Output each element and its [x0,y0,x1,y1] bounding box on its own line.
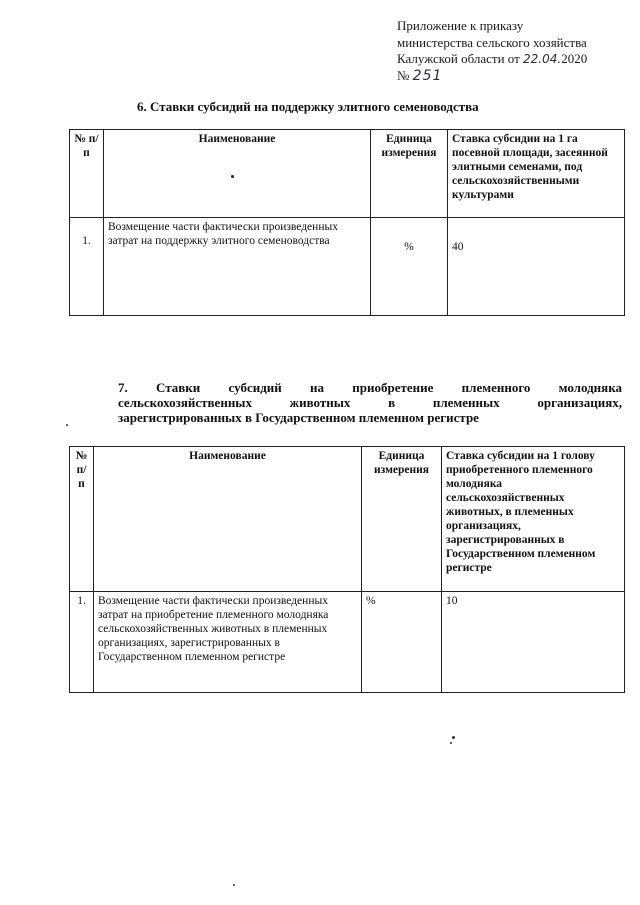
scan-speck [231,175,234,178]
header-unit: Единица измерения [362,447,442,592]
row-name: Возмещение части фактически произведенных затрат на поддержку элитного семеноводства [104,218,371,316]
appendix-year: 2020 [561,51,588,66]
section7-title [118,380,622,425]
row-name: Возмещение части фактически произведенных затрат на приобретение племенного молодняка сельскохозяйственных животных в племенных организациях, зарегистрированных в Государственном племенном регистре [94,592,362,693]
header-unit: Единица измерения [371,130,448,218]
table-row [70,218,625,316]
appendix-line-3 [397,51,622,68]
header-name: Наименование [94,447,362,592]
header-name [104,130,371,218]
header-num: № п/п [70,130,104,218]
table-row [70,592,625,693]
appendix-date-prefix: Калужской области от [397,51,524,66]
section6-title: 6. Ставки субсидий на поддержку элитного семеноводства [137,99,479,114]
appendix-line-4 [397,68,622,85]
row-unit: % [362,592,442,693]
header-name-label: Наименование [198,133,276,145]
handwritten-date: 22.04. [523,52,562,66]
appendix-num-prefix: № [397,67,413,83]
header-rate: Ставка субсидии на 1 голову приобретенного племенного молодняка сельскохозяйственных животных, в племенных организациях, зарегистрированных в Государственном племенном регистре [442,447,625,592]
section7-table [69,446,625,693]
header-rate: Ставка субсидии на 1 га посевной площади, засеянной элитными семенами, под сельскохозяйственными культурами [448,130,625,218]
row-unit: % [371,218,448,316]
scan-speck [450,742,452,744]
section6-table [69,129,625,316]
appendix-header [397,18,622,84]
table-header-row [70,130,625,218]
row-num: 1. [70,592,94,693]
row-rate: 40 [448,218,625,316]
appendix-line-2: министерства сельского хозяйства [397,34,587,50]
section7-title-line-1: 7. Ставки субсидий на приобретение племенного молодняка [118,380,622,395]
row-num: 1. [70,218,104,316]
scan-speck [452,736,455,739]
scan-speck [66,424,68,426]
row-rate: 10 [442,592,625,693]
section7-title-line-3: зарегистрированных в Государственном племенном регистре [118,410,479,425]
table-header-row [70,447,625,592]
handwritten-doc-number: 251 [412,67,443,84]
appendix-line-1: Приложение к приказу [397,18,524,33]
scan-speck [233,884,235,886]
header-num: № п/п [70,447,94,592]
section7-title-line-2: сельскохозяйственных животных в племенных организациях, [118,395,622,410]
